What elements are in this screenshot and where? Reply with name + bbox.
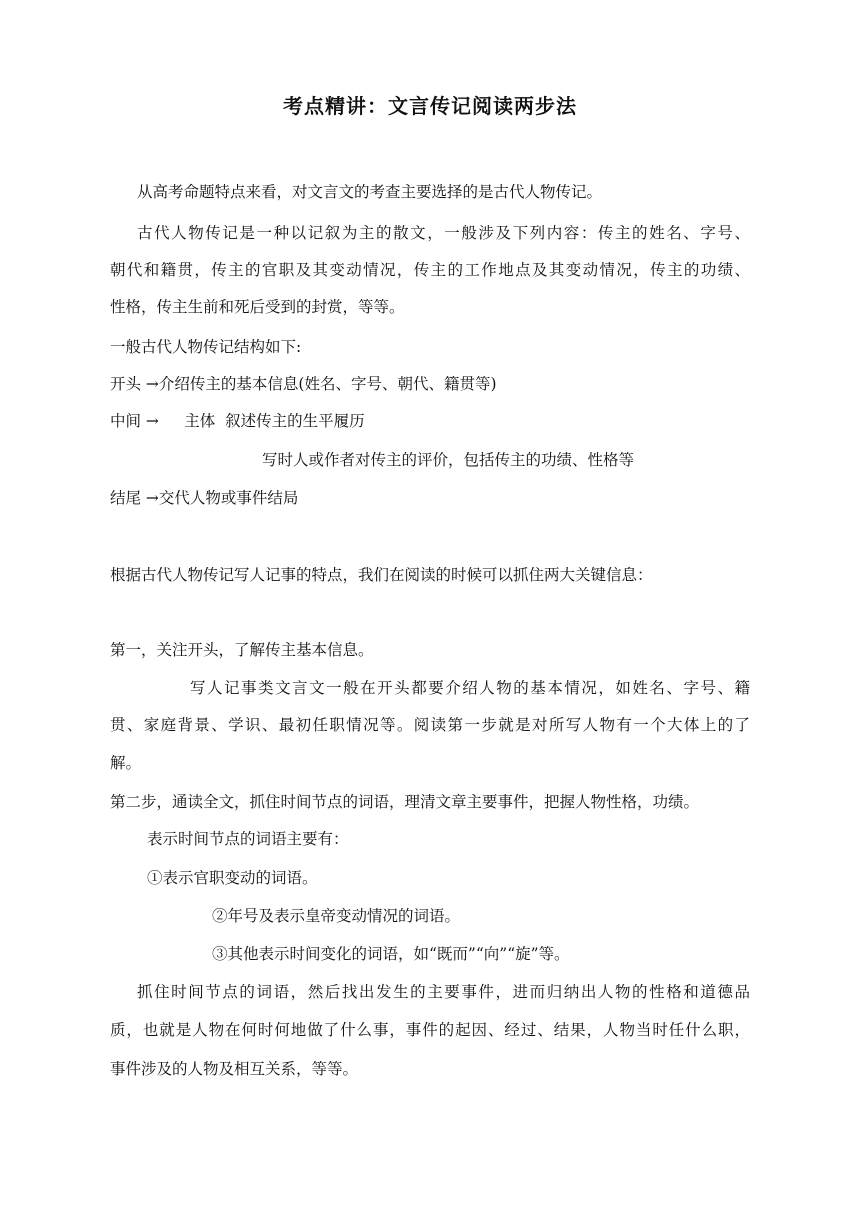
structure-opening: 开头 →介绍传主的基本信息(姓名、字号、朝代、籍贯等)	[110, 375, 497, 393]
summary-line-2: 质，也就是人物在何时何地做了什么事，事件的起因、经过、结果，人物当时任什么职，	[110, 1021, 750, 1039]
structure-middle: 中间 → 主体 叙述传主的生平履历	[110, 412, 365, 430]
summary-line-1: 抓住时间节点的词语，然后找出发生的主要事件，进而归纳出人物的性格和道德品	[137, 983, 750, 1001]
key-info-intro: 根据古代人物传记写人记事的特点，我们在阅读的时候可以抓住两大关键信息：	[110, 566, 653, 584]
paragraph-content-line-2: 朝代和籍贯，传主的官职及其变动情况，传主的工作地点及其变动情况，传主的功绩、	[110, 261, 750, 279]
step2-heading: 第二步，通读全文，抓住时间节点的词语，理清文章主要事件，把握人物性格，功绩。	[110, 793, 700, 811]
structure-middle-sub: 写时人或作者对传主的评价，包括传主的功绩、性格等	[262, 451, 635, 469]
intro-paragraph: 从高考命题特点来看，对文言文的考查主要选择的是古代人物传记。	[137, 183, 603, 201]
paragraph-content-line-1: 古代人物传记是一种以记叙为主的散文，一般涉及下列内容：传主的姓名、字号、	[137, 224, 750, 242]
paragraph-content-line-3: 性格，传主生前和死后受到的封赏，等等。	[110, 298, 405, 316]
step1-body-line-3: 解。	[110, 754, 142, 772]
step1-body-line-1: 写人记事类文言文一般在开头都要介绍人物的基本情况，如姓名、字号、籍	[190, 679, 750, 697]
step1-heading: 第一，关注开头，了解传主基本信息。	[110, 641, 374, 659]
step1-body-line-2: 贯、家庭背景、学识、最初任职情况等。阅读第一步就是对所写人物有一个大体上的了	[110, 716, 750, 734]
time-word-item: ①表示官职变动的词语。	[147, 869, 318, 887]
summary-line-3: 事件涉及的人物及相互关系，等等。	[110, 1060, 359, 1078]
structure-ending: 结尾 →交代人物或事件结局	[110, 489, 299, 507]
page-title: 考点精讲：文言传记阅读两步法	[283, 94, 577, 118]
time-word-item: ②年号及表示皇帝变动情况的词语。	[212, 907, 461, 925]
time-words-intro: 表示时间节点的词语主要有：	[147, 830, 349, 848]
time-word-item: ③其他表示时间变化的词语，如“既而”“向”“旋”等。	[212, 945, 570, 963]
structure-heading: 一般古代人物传记结构如下:	[110, 338, 302, 356]
